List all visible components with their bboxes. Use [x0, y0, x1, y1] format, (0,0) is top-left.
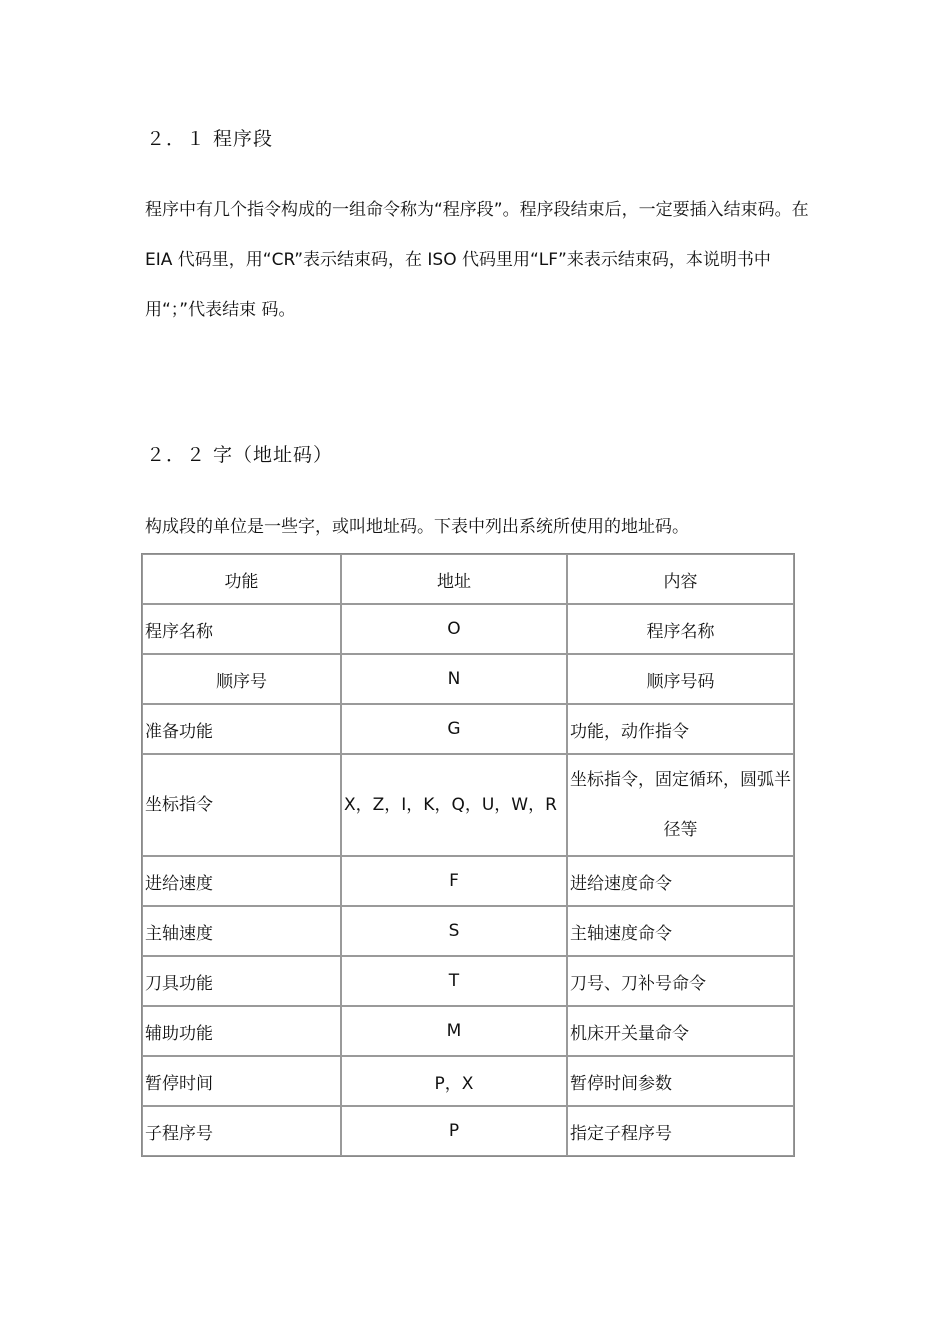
table-cell-address: P: [341, 1106, 567, 1156]
table-row: [142, 1006, 794, 1056]
table-cell-address: S: [341, 906, 567, 956]
table-cell-function: 暂停时间: [142, 1056, 341, 1106]
table-cell-address: M: [341, 1006, 567, 1056]
table-cell-address: P，X: [341, 1056, 567, 1106]
table-row: [142, 906, 794, 956]
table-cell-function: 子程序号: [142, 1106, 341, 1156]
table-row: [142, 1106, 794, 1156]
header-cell-content: 内容: [567, 554, 794, 604]
section-paragraph-2-1: 程序中有几个指令构成的一组命令称为“程序段”。程序段结束后，一定要插入结束码。在 EIA 代码里，用“CR”表示结束码，在 ISO 代码里用“LF”来表示结束码，本说明书中用“；”代表结束 码。: [145, 200, 809, 320]
table-cell-address: O: [341, 604, 567, 654]
table-cell-function: 进给速度: [142, 856, 341, 906]
table-cell-content: 刀号、刀补号命令: [567, 956, 794, 1006]
table-cell-content: 坐标指令，固定循环，圆弧半径等: [567, 754, 794, 856]
address-code-table: [141, 553, 795, 1157]
table-cell-content: 指定子程序号: [567, 1106, 794, 1156]
table-row: [142, 704, 794, 754]
table-cell-address: G: [341, 704, 567, 754]
header-cell-address: 地址: [341, 554, 567, 604]
table-cell-content: 主轴速度命令: [567, 906, 794, 956]
table-cell-content: 程序名称: [567, 604, 794, 654]
table-cell-content: 暂停时间参数: [567, 1056, 794, 1106]
table-cell-address: T: [341, 956, 567, 1006]
table-cell-address: N: [341, 654, 567, 704]
table-row: [142, 1056, 794, 1106]
table-cell-function: 顺序号: [142, 654, 341, 704]
table-cell-function: 程序名称: [142, 604, 341, 654]
table-cell-content: 功能，动作指令: [567, 704, 794, 754]
table-cell-function: 准备功能: [142, 704, 341, 754]
table-row: [142, 754, 794, 856]
table-cell-content: 进给速度命令: [567, 856, 794, 906]
table-cell-address: F: [341, 856, 567, 906]
table-cell-address: X，Z，I，K，Q，U，W，R: [341, 754, 567, 856]
header-cell-function: 功能: [142, 554, 341, 604]
table-row: [142, 604, 794, 654]
section-heading-2-1: ２．１ 程序段: [146, 128, 274, 150]
table-row: [142, 956, 794, 1006]
table-cell-content: 机床开关量命令: [567, 1006, 794, 1056]
section-heading-2-2: ２．２ 字（地址码）: [146, 444, 334, 466]
section-paragraph-2-2: 构成段的单位是一些字，或叫地址码。下表中列出系统所使用的地址码。: [145, 517, 689, 537]
table-cell-function: 主轴速度: [142, 906, 341, 956]
table-cell-function: 刀具功能: [142, 956, 341, 1006]
table-header-row: [142, 554, 794, 604]
table-row: [142, 856, 794, 906]
table-cell-function: 辅助功能: [142, 1006, 341, 1056]
table-row: [142, 654, 794, 704]
table-cell-content: 顺序号码: [567, 654, 794, 704]
table-cell-function: 坐标指令: [142, 754, 341, 856]
